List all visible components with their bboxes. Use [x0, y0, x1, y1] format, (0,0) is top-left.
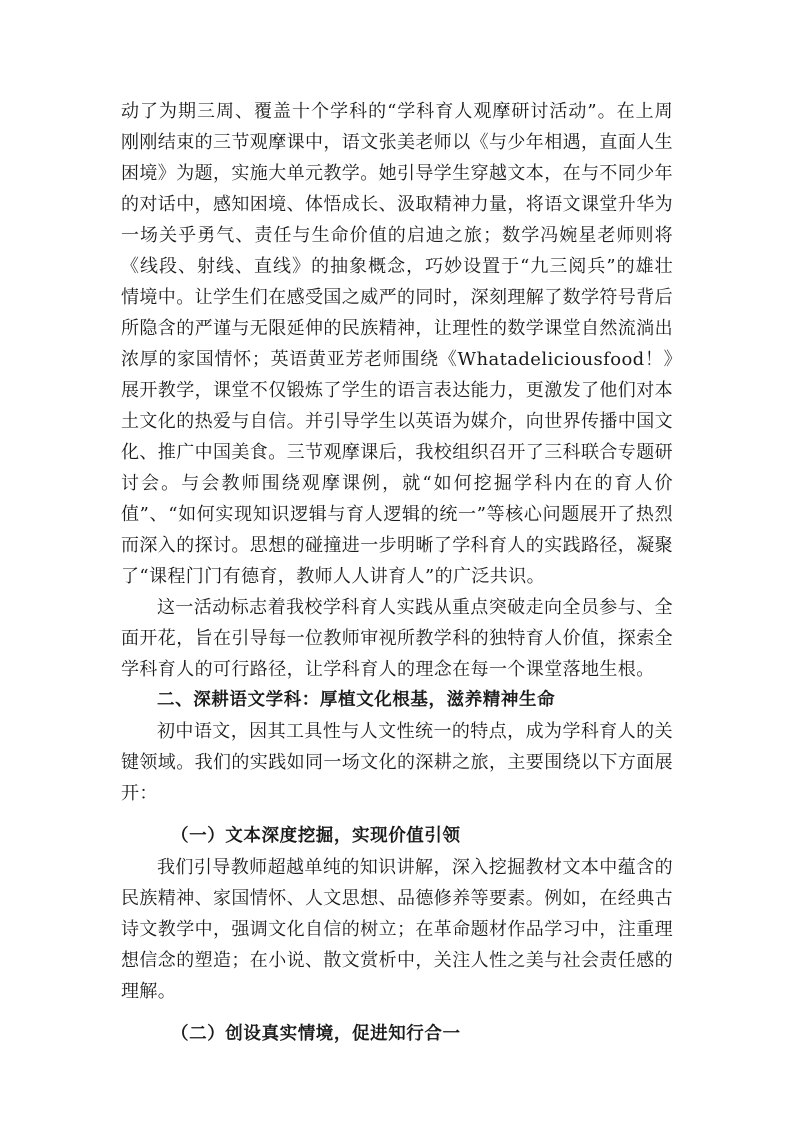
- subheading-real-context: （二）创设真实情境，促进知行合一: [171, 1024, 461, 1044]
- paragraph-text-mining-body: 我们引导教师超越单纯的知识讲解，深入挖掘教材文本中蕴含的民族精神、家国情怀、人文思想、品德修养等要素。例如，在经典古诗文教学中，强调文化自信的树立；在革命题材作品学习中，注重理想信念的塑造；在小说、散文赏析中，关注人性之美与社会责任感的理解。: [121, 857, 673, 1002]
- spacer: [121, 809, 673, 821]
- subheading-text-mining: （一）文本深度挖掘，实现价值引领: [171, 826, 461, 846]
- spacer: [121, 1007, 673, 1019]
- section-heading-chinese-subject: 二、深耕语文学科：厚植文化根基，滋养精神生命: [157, 690, 556, 710]
- paragraph-section-intro: 初中语文，因其工具性与人文性统一的特点，成为学科育人的关键领域。我们的实践如同一场文化的深耕之旅，主要围绕以下方面展开：: [121, 721, 673, 804]
- document-body: [121, 96, 673, 1050]
- paragraph-activity-significance: 这一活动标志着我校学科育人实践从重点突破走向全员参与、全面开花，旨在引导每一位教师审视所教学科的独特育人价值，探索全学科育人的可行路径，让学科育人的理念在每一个课堂落地生根。: [121, 597, 673, 680]
- paragraph-observation-activity: 动了为期三周、覆盖十个学科的“学科育人观摩研讨活动”。在上周刚刚结束的三节观摩课中，语文张美老师以《与少年相遇，直面人生困境》为题，实施大单元教学。她引导学生穿越文本，在与不同少年的对话中，感知困境、体悟成长、汲取精神力量，将语文课堂升华为一场关乎勇气、责任与生命价值的启迪之旅；数学冯婉星老师则将《线段、射线、直线》的抽象概念，巧妙设置于“九三阅兵”的雄壮情境中。让学生们在感受国之威严的同时，深刻理解了数学符号背后所隐含的严谨与无限延伸的民族精神，让理性的数学课堂自然流淌出浓厚的家国情怀；英语黄亚芳老师围绕《Whatadeliciousfood！》展开教学，课堂不仅锻炼了学生的语言表达能力，更激发了他们对本土文化的热爱与自信。并引导学生以英语为媒介，向世界传播中国文化、推广中国美食。三节观摩课后，我校组织召开了三科联合专题研讨会。与会教师围绕观摩课例，就“如何挖掘学科内在的育人价值”、“如何实现知识逻辑与育人逻辑的统一”等核心问题展开了热烈而深入的探讨。思想的碰撞进一步明晰了学科育人的实践路径，凝聚了“课程门门有德育，教师人人讲育人”的广泛共识。: [121, 101, 673, 587]
